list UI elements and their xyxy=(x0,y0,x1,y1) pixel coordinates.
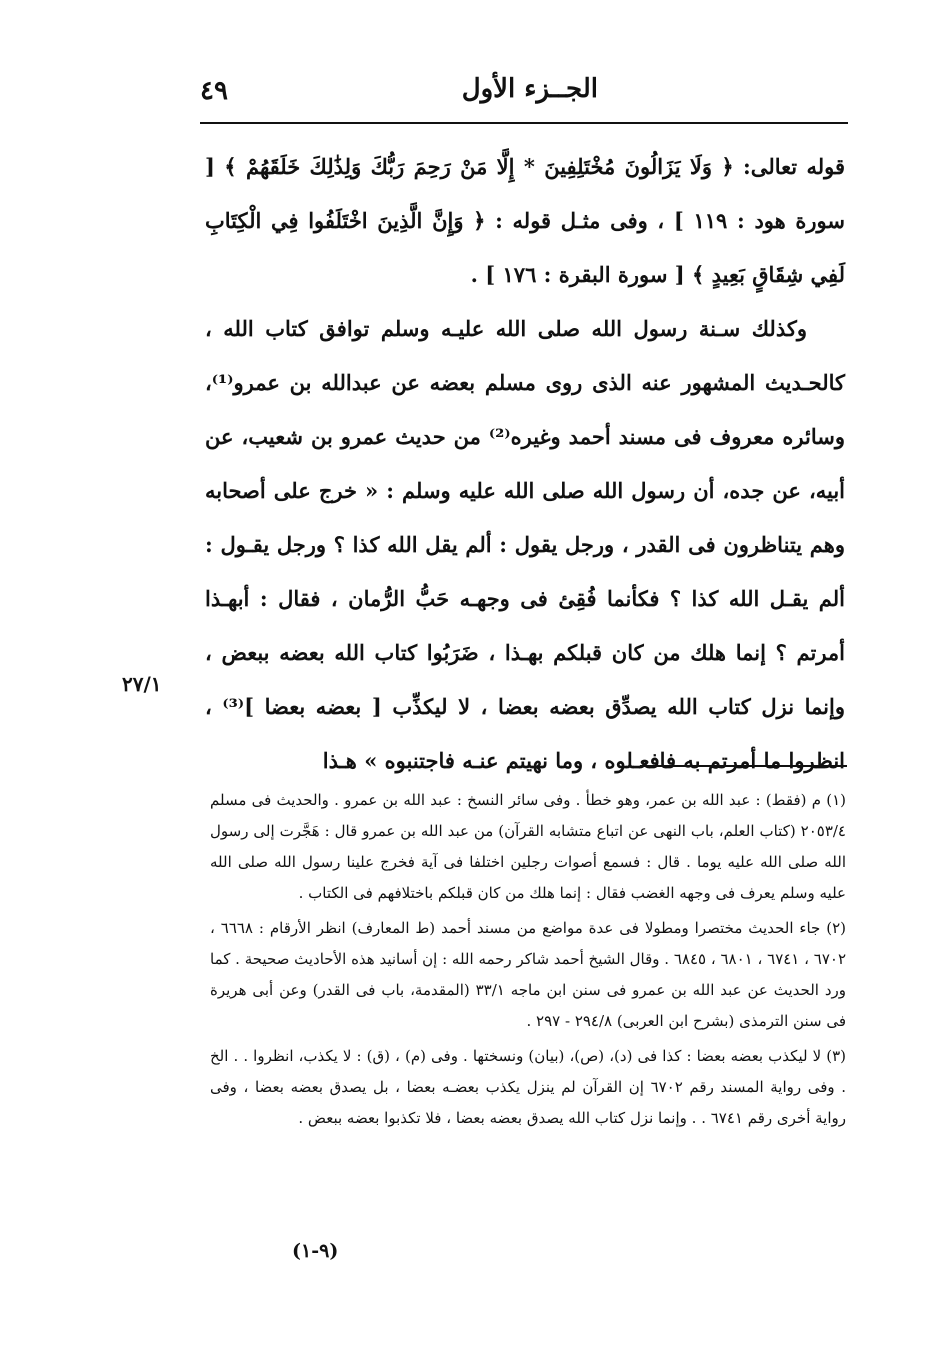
hadith-paragraph: وكذلك سـنة رسول الله صلى الله عليـه وسلم توافق كتاب الله ، كالحـديث المشهور عنه الذى روى مسلم بعضه عن عبدالله بن عمرو⁽¹⁾، وسائره معروف فى مسند أحمد وغيره⁽²⁾ من حديث عمرو بن شعيب، عن أبيه، عن جده، أن رسول الله صلى الله عليه وسلم : « خرج على أصحابه وهم يتناظرون فى القدر ، ورجل يقول : ألم يقل الله كذا ؟ ورجل يقـول : ألم يقـل الله كذا ؟ فكأنما فُقِئ فى وجهـه حَبُّ الرُّمان ، فقال : أبهـذا أمرتم ؟ إنما هلك من كان قبلكم بهـذا ، ضَرَبُوا كتاب الله بعضه ببعض ، وإنما نزل كتاب الله يصدِّق بعضه بعضا ، لا ليكذِّب [ بعضه بعضا ]⁽³⁾ ، انظروا ما أمرتم به فافعـلوه ، وما نهيتم عنـه فاجتنبوه » هـذا xyxy=(205,316,846,773)
footnote-1: (١) م (فقط) : عبد الله بن عمر، وهو خطأ . وفى سائر النسخ : عبد الله بن عمرو . والحديث فى مسلم ٢٠٥٣/٤ (كتاب العلم، باب النهى عن اتباع متشابه القرآن) من عبد الله بن عمرو قال : هَجَّرت إلى رسول الله صلى الله عليه يوما . قال : فسمع أصوات رجلين اختلفا فى آية فخرج علينا رسول الله صلى الله عليه وسلم يعرف فى وجهه الغضب فقال : إنما هلك من كان قبلكم باختلافهم فى الكتاب . xyxy=(210,791,846,902)
footnote-2: (٢) جاء الحديث مختصرا ومطولا فى عدة مواضع من مسند أحمد (ط المعارف) انظر الأرقام : ٦٦٦٨ ، ٦٧٠٢ ، ٦٧٤١ ، ٦٨٠١ ، ٦٨٤٥ . وقال الشيخ أحمد شاكر رحمه الله : إن أسانيد هذه الأحاديث صحيحة . كما ورد الحديث عن عبد الله بن عمرو فى سنن ابن ماجه ٣٣/١ (المقدمة، باب فى القدر) وعن أبى هريرة فى سنن الترمذى (بشرح ابن العربى) ٢٩٤/٨ - ٢٩٧ . xyxy=(210,919,847,1030)
running-title: الجــزء الأول xyxy=(461,74,598,104)
page-header xyxy=(200,68,848,116)
page-number: ٤٩ xyxy=(200,76,228,106)
signature-mark: (٩-١) xyxy=(292,1240,339,1262)
footnote-rule xyxy=(640,765,847,767)
main-text xyxy=(205,140,845,788)
margin-reference: ٢٧/١ xyxy=(122,672,162,696)
footnotes xyxy=(210,785,846,1138)
footnote-3: (٣) لا ليكذب بعضه بعضا : كذا فى (د)، (ص)، (بيان) ونسختها . وفى (م) ، (ق) : لا يكذب، انظروا . . الخ . وفى رواية المسند رقم ٦٧٠٢ إن القرآن لم ينزل يكذب بعضـه بعضا ، بل يصدق بعضه بعضا ، وفى رواية أخرى رقم ٦٧٤١ . . وإنما نزل كتاب الله يصدق بعضه بعضا ، فلا تكذبوا بعضه ببعض . xyxy=(210,1047,847,1127)
quran-verses-paragraph: قوله تعالى: ﴿ وَلَا يَزَالُونَ مُخْتَلِفِينَ * إِلَّا مَنْ رَحِمَ رَبُّكَ وَلِذَٰلِكَ خَلَقَهُمْ ﴾ [ سورة هود : ١١٩ ] ، وفى مثـل قوله : ﴿ وَإِنَّ الَّذِينَ اخْتَلَفُوا فِي الْكِتَابِ لَفِي شِقَاقٍ بَعِيدٍ ﴾ [ سورة البقرة : ١٧٦ ] . xyxy=(205,154,845,287)
header-rule xyxy=(200,122,848,124)
